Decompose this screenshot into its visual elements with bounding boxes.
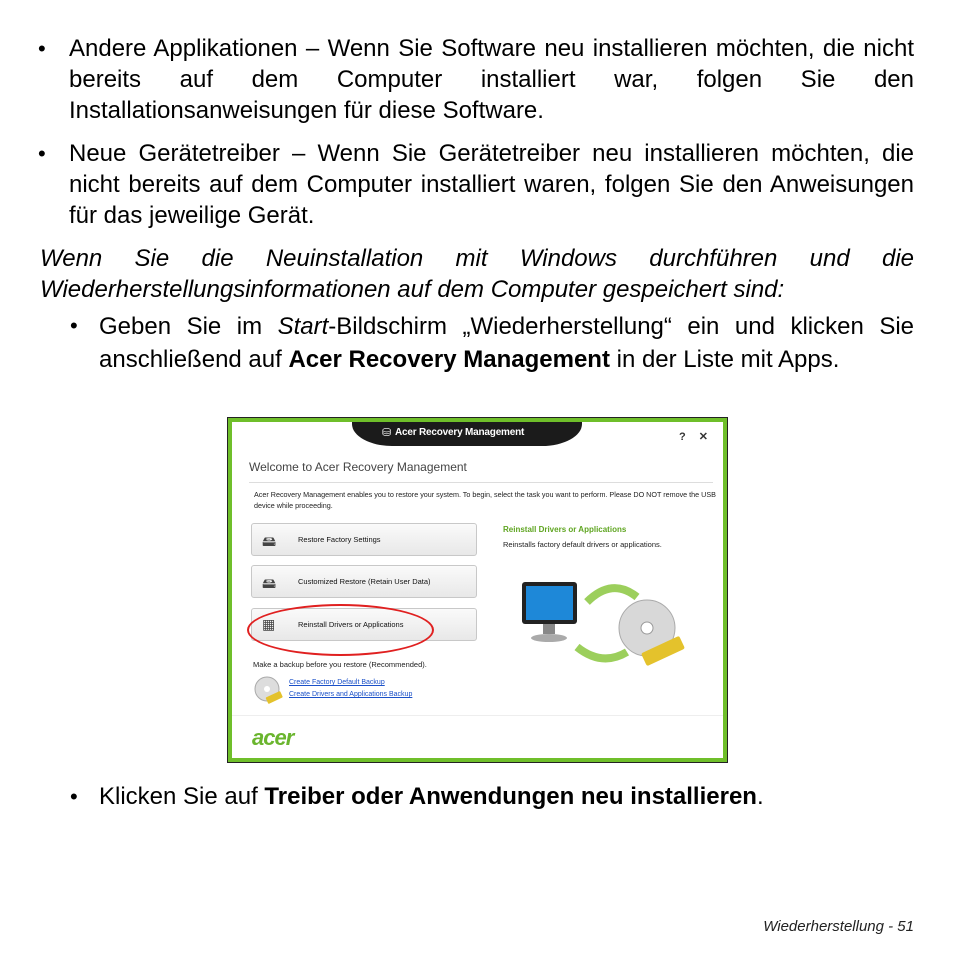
option-label: Restore Factory Settings [298,535,381,544]
bullet-item-drivers: Neue Gerätetreiber – Wenn Sie Gerätetreiber neu installieren möchten, die nicht bereits auf dem Computer installiert waren, folgen Sie den Anweisungen für das jeweilige Gerät. [69,140,914,229]
drive-user-icon: 🖴 [262,575,277,591]
option-label: Customized Restore (Retain User Data) [298,577,431,586]
arrow-icon [587,588,637,602]
bullet-marker: • [70,313,78,338]
recovery-icon: ⛁ [382,427,392,439]
welcome-heading: Welcome to Acer Recovery Management [249,460,467,474]
bullet-item-applications: Andere Applikationen – Wenn Sie Software neu installieren möchten, die nicht bereits auf dem Computer installiert war, folgen Sie den Installationsanweisungen für diese Software. [69,35,914,124]
step-click-reinstall: Klicken Sie auf Treiber oder Anwendungen neu installieren. [99,783,764,810]
bullet-marker: • [70,784,78,809]
description: Acer Recovery Management enables you to restore your system. To begin, select the task you want to perform. Please DO NOT remove the USB device while proceeding. [254,490,716,510]
right-description: Reinstalls factory default drivers or applications. [503,540,662,549]
step-open-recovery: Geben Sie im Start-Bildschirm „Wiederherstellung“ ein und klicken Sie anschließend auf Acer Recovery Management in der Liste mit Apps. [99,313,915,373]
footer-divider [232,715,723,716]
recovery-screenshot [227,417,728,763]
restore-factory-button[interactable] [251,523,477,556]
option-label: Reinstall Drivers or Applications [298,620,404,629]
backup-note: Make a backup before you restore (Recommended). [253,660,427,669]
right-title: Reinstall Drivers or Applications [503,525,627,534]
title-bar [232,422,723,444]
create-drivers-backup-link[interactable]: Create Drivers and Applications Backup [289,691,413,698]
apps-grid-icon: ▦ [262,616,276,632]
app-window [232,422,723,758]
backup-disc-icon [254,676,284,708]
create-factory-backup-link[interactable]: Create Factory Default Backup [289,679,385,686]
bullet-marker: • [38,141,46,166]
customized-restore-button[interactable] [251,565,477,598]
drive-icon: 🖴 [262,533,277,549]
window-title: Acer Recovery Management [395,427,525,438]
bullet-marker: • [38,36,46,61]
reinstall-illustration [517,572,692,672]
acer-logo: acer [252,725,294,750]
divider [249,482,713,483]
help-close-buttons[interactable]: ? ✕ [679,431,713,443]
arrow-icon [577,647,627,658]
page-footer: Wiederherstellung - 51 [763,918,914,935]
italic-heading: Wenn Sie die Neuinstallation mit Windows durchführen und die Wiederherstellungsinformationen auf dem Computer gespeichert sind: [40,245,914,303]
highlight-circle [247,604,434,656]
